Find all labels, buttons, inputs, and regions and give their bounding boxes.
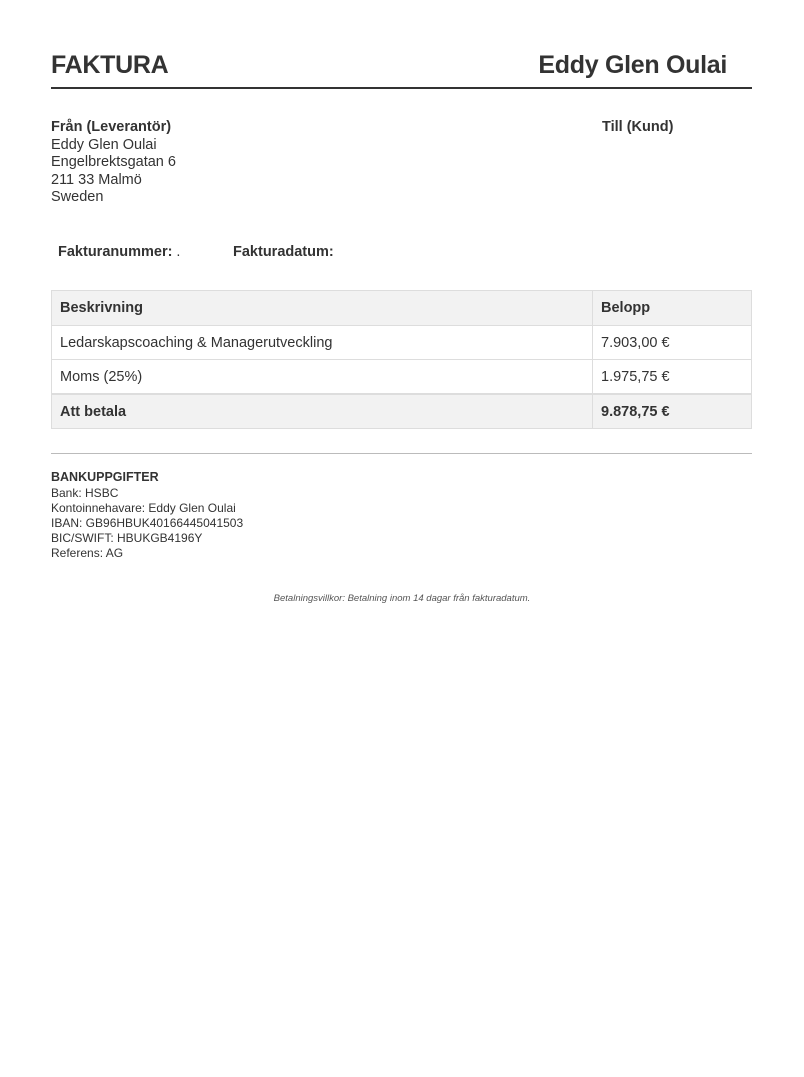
supplier-city: 211 33 Malmö (51, 171, 142, 188)
column-header-description: Beskrivning (52, 291, 593, 326)
total-row (52, 394, 752, 429)
invoice-number (58, 244, 180, 260)
supplier-street: Engelbrektsgatan 6 (51, 154, 176, 170)
supplier-name: Eddy Glen Oulai (51, 136, 157, 153)
supplier-heading: Från (Leverantör) (51, 119, 172, 135)
invoice-number-value: . (176, 244, 181, 260)
customer-address-block (602, 119, 673, 137)
account-holder-line: Kontoinnehavare: Eddy Glen Oulai (51, 501, 236, 515)
payment-terms: Betalningsvillkor: Betalning inom 14 dagar från fakturadatum. (273, 593, 531, 604)
document-title: FAKTURA (51, 51, 169, 79)
iban-line: IBAN: GB96HBUK40166445041503 (51, 516, 244, 530)
bank-heading: BANKUPPGIFTER (51, 470, 159, 484)
column-header-amount: Belopp (593, 291, 752, 326)
row-amount: 1.975,75 € (593, 360, 752, 395)
section-divider (51, 453, 752, 454)
bank-details (51, 470, 243, 561)
table-row (52, 326, 752, 360)
issuer-name: Eddy Glen Oulai (538, 51, 727, 79)
total-label: Att betala (52, 394, 593, 429)
table-row (52, 360, 752, 395)
customer-heading: Till (Kund) (602, 119, 674, 135)
row-description: Moms (25%) (52, 360, 593, 395)
invoice-header (51, 48, 752, 89)
supplier-address-block (51, 119, 176, 207)
invoice-number-label: Fakturanummer: (58, 244, 173, 260)
invoice-date-label: Fakturadatum: (233, 244, 334, 260)
reference-line: Referens: AG (51, 546, 124, 560)
total-amount: 9.878,75 € (593, 394, 752, 429)
bank-name-line: Bank: HSBC (51, 486, 119, 500)
invoice-date (233, 244, 338, 260)
line-items-table (51, 290, 752, 429)
table-header-row (52, 291, 752, 326)
bic-swift-line: BIC/SWIFT: HBUKGB4196Y (51, 531, 203, 545)
row-amount: 7.903,00 € (593, 326, 752, 360)
row-description: Ledarskapscoaching & Managerutveckling (52, 326, 593, 360)
supplier-country: Sweden (51, 189, 104, 205)
